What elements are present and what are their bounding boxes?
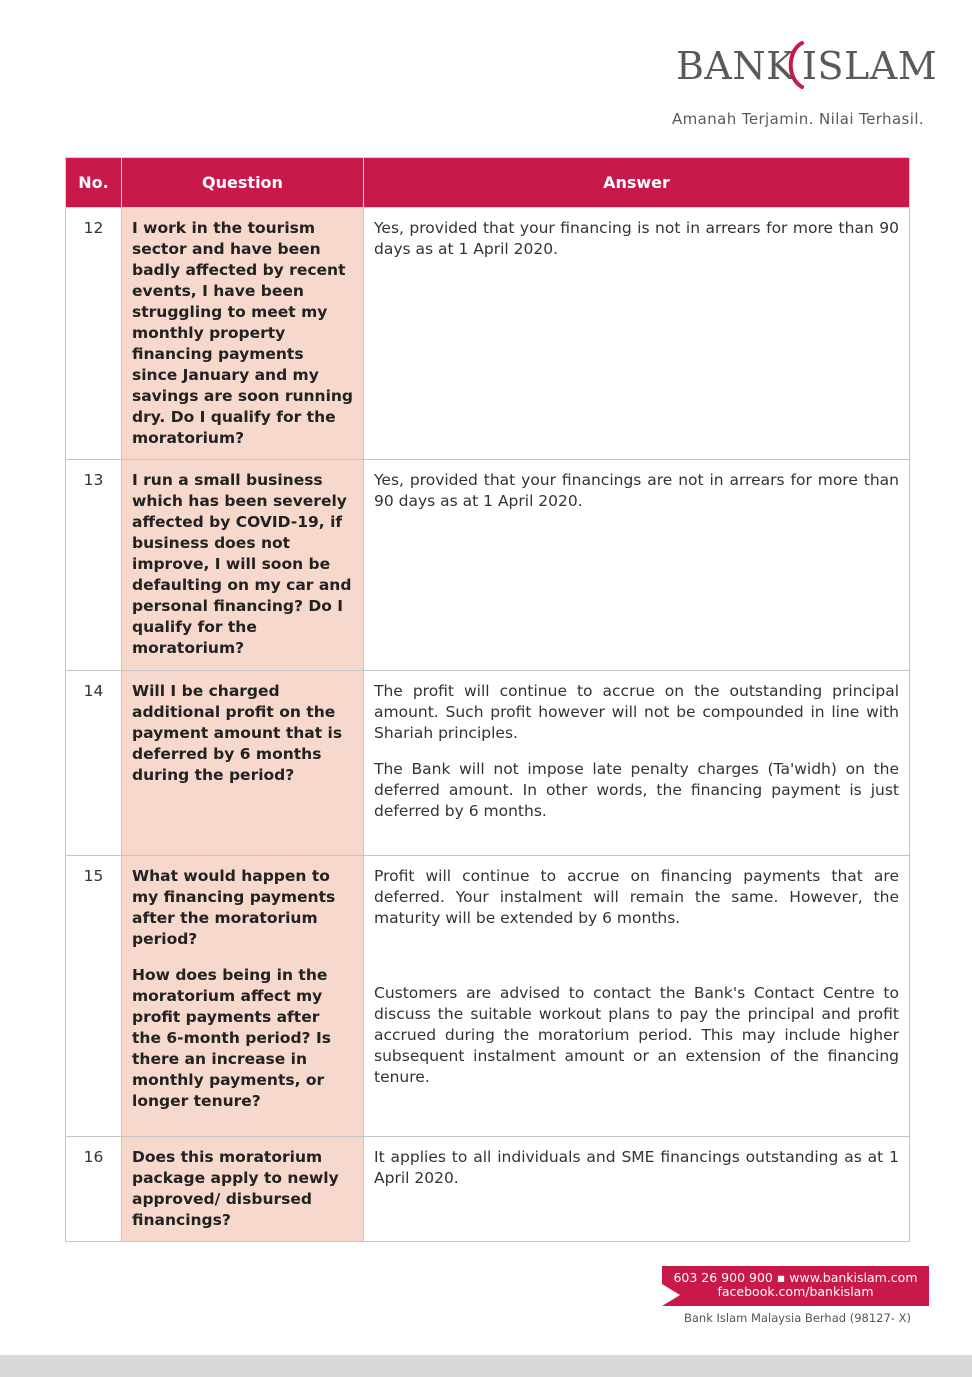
row-number: 12 xyxy=(66,208,122,460)
logo-text-bank: BANK xyxy=(676,44,796,88)
header-no: No. xyxy=(66,158,122,208)
footer-notch-decoration xyxy=(662,1284,680,1306)
question-text: What would happen to my financing payments after the moratorium period? xyxy=(132,867,336,948)
header-question: Question xyxy=(122,158,364,208)
question-cell xyxy=(122,856,364,1137)
table-row xyxy=(66,671,910,856)
row-number: 13 xyxy=(66,460,122,671)
bank-logo xyxy=(672,40,938,90)
footer-company-name: Bank Islam Malaysia Berhad (98127- X) xyxy=(684,1311,911,1325)
answer-cell xyxy=(364,671,910,856)
logo-text-islam: ISLAM xyxy=(802,44,938,88)
table-row xyxy=(66,208,910,460)
answer-cell xyxy=(364,1137,910,1242)
faq-table xyxy=(65,157,910,1242)
row-number: 14 xyxy=(66,671,122,856)
answer-text: The profit will continue to accrue on the outstanding principal amount. Such profit however will not be compounded in line with Shariah principles. xyxy=(374,682,899,742)
table-header-row xyxy=(66,158,910,208)
table-row xyxy=(66,460,910,671)
question-text: How does being in the moratorium affect my profit payments after the 6-month period? Is there an increase in monthly payments, or longer tenure? xyxy=(132,966,331,1110)
table-row xyxy=(66,856,910,1137)
question-cell xyxy=(122,671,364,856)
question-text: I work in the tourism sector and have been badly affected by recent events, I have been struggling to meet my monthly property financing payments since January and my savings are soon running dry. Do I qualify for the moratorium? xyxy=(132,219,354,447)
answer-cell xyxy=(364,856,910,1137)
answer-text: Yes, provided that your financing is not in arrears for more than 90 days as at 1 April 2020. xyxy=(374,219,899,258)
answer-cell xyxy=(364,460,910,671)
question-text: Does this moratorium package apply to newly approved/ disbursed financings? xyxy=(132,1148,339,1229)
answer-text: The Bank will not impose late penalty charges (Ta'widh) on the deferred amount. In other words, the financing payment is just deferred by 6 months. xyxy=(374,760,899,820)
row-number: 15 xyxy=(66,856,122,1137)
footer-contact-box xyxy=(662,1266,929,1306)
question-cell xyxy=(122,460,364,671)
answer-text: Customers are advised to contact the Bank's Contact Centre to discuss the suitable workout plans to pay the principal and profit accrued during the moratorium period. This may include higher subsequent instalment amount or an extension of the financing tenure. xyxy=(374,984,899,1086)
table-row xyxy=(66,1137,910,1242)
brand-tagline: Amanah Terjamin. Nilai Terhasil. xyxy=(672,110,925,128)
question-text: I run a small business which has been severely affected by COVID-19, if business does not improve, I will soon be defaulting on my car and personal financing? Do I qualify for the moratorium? xyxy=(132,471,352,657)
question-cell xyxy=(122,1137,364,1242)
row-number: 16 xyxy=(66,1137,122,1242)
footer-contact-line: 603 26 900 900 ▪ www.bankislam.com xyxy=(673,1270,918,1285)
answer-cell xyxy=(364,208,910,460)
answer-text: Yes, provided that your financings are not in arrears for more than 90 days as at 1 April 2020. xyxy=(374,471,899,510)
header-answer: Answer xyxy=(364,158,910,208)
question-cell xyxy=(122,208,364,460)
answer-text: It applies to all individuals and SME financings outstanding as at 1 April 2020. xyxy=(374,1148,899,1187)
footer-social-link: facebook.com/bankislam xyxy=(717,1284,874,1299)
answer-text: Profit will continue to accrue on financing payments that are deferred. Your instalment will remain the same. However, the maturity will be extended by 6 months. xyxy=(374,867,899,927)
question-text: Will I be charged additional profit on the payment amount that is deferred by 6 months during the period? xyxy=(132,682,343,784)
page-bottom-bar xyxy=(0,1355,972,1377)
